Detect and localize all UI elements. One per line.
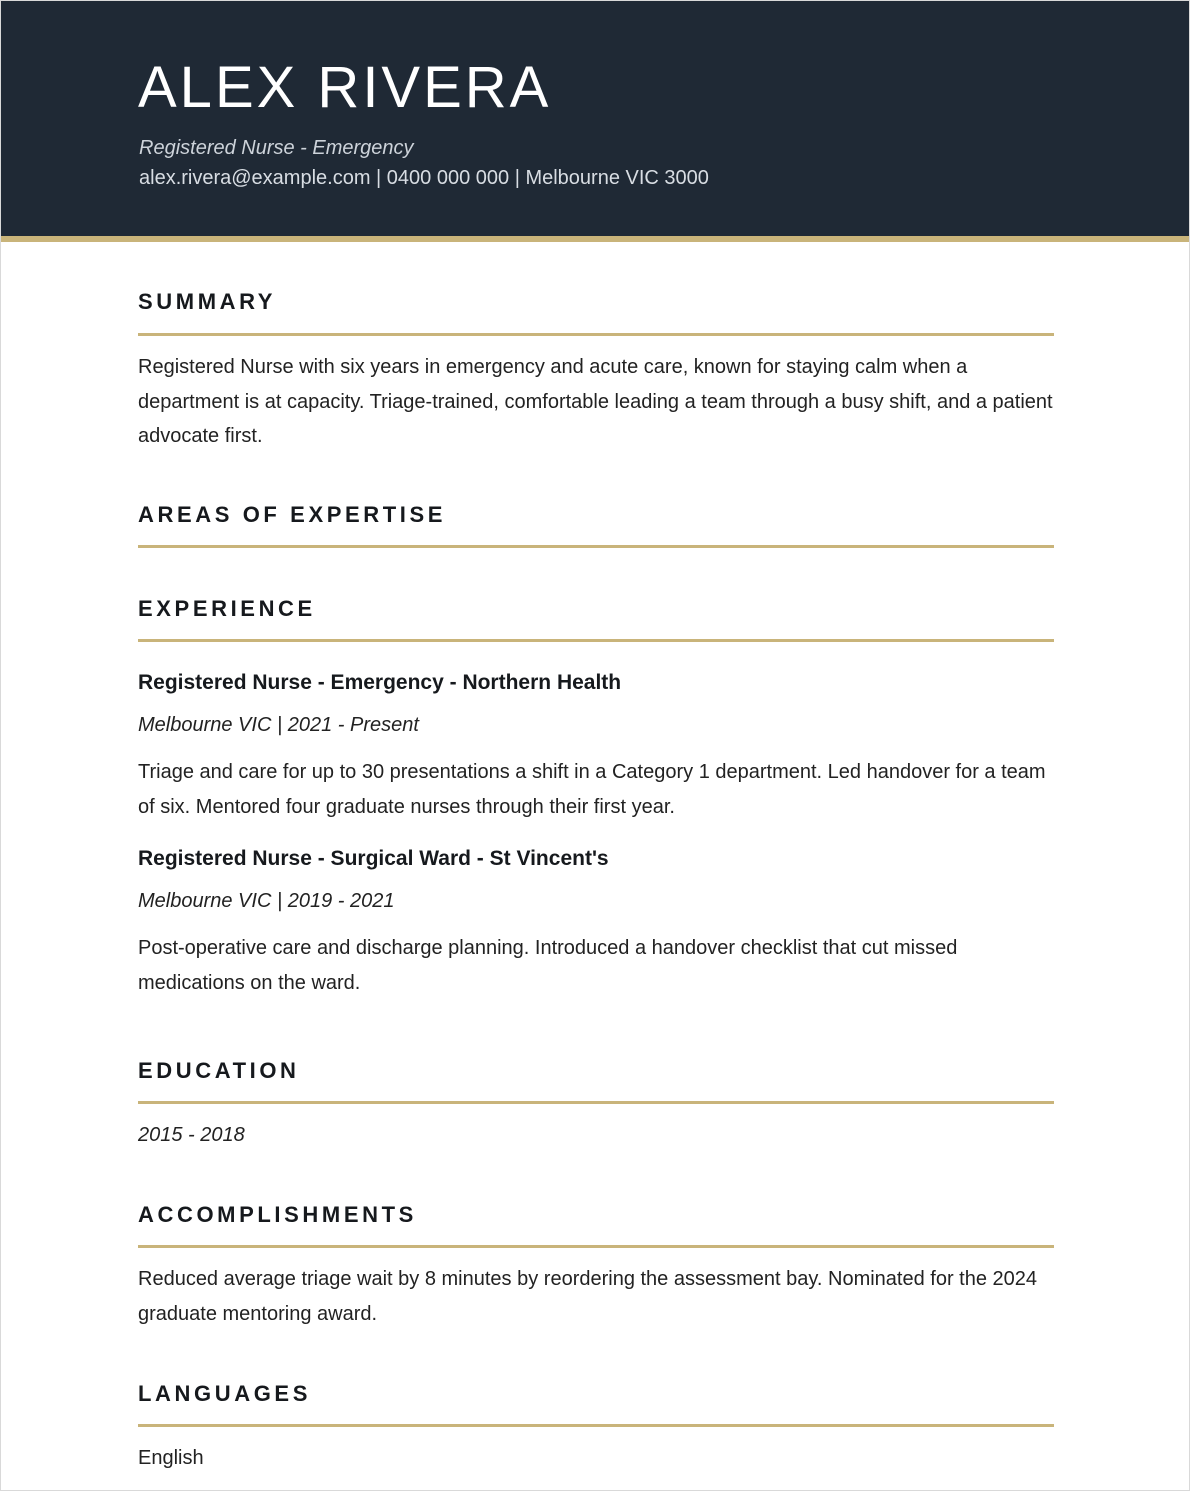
job-title: Registered Nurse - Emergency - Northern Health	[138, 671, 622, 694]
education-dates: 2015 - 2018	[138, 1124, 245, 1146]
section-divider	[138, 1424, 1054, 1427]
section-title-accomplishments: ACCOMPLISHMENTS	[138, 1202, 417, 1227]
contact-line: alex.rivera@example.com | 0400 000 000 | Melbourne VIC 3000	[139, 167, 709, 189]
summary-section	[138, 288, 1054, 454]
accomplishments-text: Reduced average triage wait by 8 minutes by reordering the assessment bay. Nominated for the 2024 graduate mentoring award.	[138, 1268, 1038, 1325]
accomplishments-section	[138, 1201, 1054, 1331]
section-title-experience: EXPERIENCE	[138, 596, 316, 621]
section-divider	[138, 545, 1054, 548]
experience-section	[138, 595, 1054, 1000]
section-title-summary: SUMMARY	[138, 289, 277, 314]
job-entry	[138, 669, 1054, 824]
languages-section	[138, 1380, 1054, 1476]
summary-text: Registered Nurse with six years in emergency and acute care, known for staying calm when a department is at capacity. Triage-trained, comfortable leading a team through a busy shift, and a patient advocate first.	[138, 356, 1053, 447]
resume-header	[1, 1, 1189, 242]
language-item: English	[138, 1447, 204, 1469]
job-entry	[138, 845, 1054, 1000]
job-description: Post-operative care and discharge planning. Introduced a handover checklist that cut missed medications on the ward.	[138, 937, 958, 994]
section-divider	[138, 1245, 1054, 1248]
candidate-role: Registered Nurse - Emergency	[139, 137, 414, 159]
section-divider	[138, 639, 1054, 642]
education-section	[138, 1057, 1054, 1149]
expertise-section	[138, 501, 1054, 548]
job-meta: Melbourne VIC | 2019 - 2021	[138, 890, 395, 912]
job-title: Registered Nurse - Surgical Ward - St Vincent's	[138, 847, 609, 870]
job-meta: Melbourne VIC | 2021 - Present	[138, 714, 419, 736]
section-divider	[138, 1101, 1054, 1104]
section-title-education: EDUCATION	[138, 1058, 300, 1083]
job-description: Triage and care for up to 30 presentations a shift in a Category 1 department. Led handover for a team of six. Mentored four graduate nurses through their first year.	[138, 761, 1046, 818]
section-title-languages: LANGUAGES	[138, 1381, 311, 1406]
candidate-name: ALEX RIVERA	[138, 55, 552, 120]
section-divider	[138, 333, 1054, 336]
section-title-expertise: AREAS OF EXPERTISE	[138, 502, 447, 527]
